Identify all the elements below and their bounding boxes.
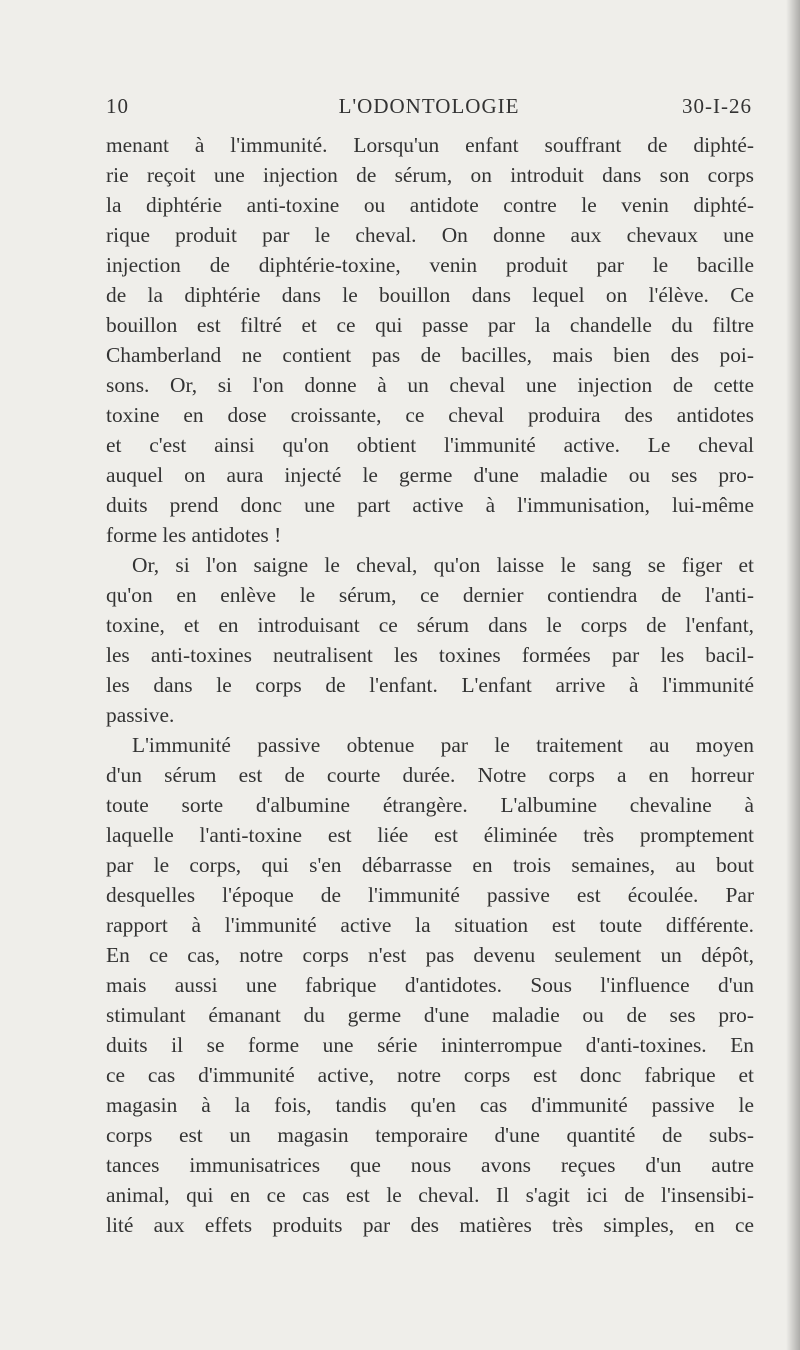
text-line: tances immunisatrices que nous avons reçues d'un autre	[106, 1153, 754, 1177]
paragraph-3	[106, 730, 754, 1240]
text-line: qu'on en enlève le sérum, ce dernier contiendra de l'anti-	[106, 583, 754, 607]
text-line: magasin à la fois, tandis qu'en cas d'immunité passive le	[106, 1093, 754, 1117]
text-line: d'un sérum est de courte durée. Notre corps a en horreur	[106, 763, 754, 787]
text-line: toute sorte d'albumine étrangère. L'albumine chevaline à	[106, 793, 754, 817]
text-line: rie reçoit une injection de sérum, on introduit dans son corps	[106, 163, 754, 187]
text-line: duits prend donc une part active à l'immunisation, lui-même	[106, 493, 754, 517]
issue-date: 30-I-26	[682, 94, 752, 118]
text-line: Or, si l'on saigne le cheval, qu'on laisse le sang se figer et	[132, 553, 754, 577]
text-line: de la diphtérie dans le bouillon dans lequel on l'élève. Ce	[106, 283, 754, 307]
text-line: mais aussi une fabrique d'antidotes. Sous l'influence d'un	[106, 973, 754, 997]
running-head	[106, 94, 752, 124]
text-line: passive.	[106, 703, 175, 727]
text-line: les dans le corps de l'enfant. L'enfant arrive à l'immunité	[106, 673, 754, 697]
text-line: lité aux effets produits par des matières très simples, en ce	[106, 1213, 754, 1237]
text-line: menant à l'immunité. Lorsqu'un enfant souffrant de diphté-	[106, 133, 754, 157]
text-line: animal, qui en ce cas est le cheval. Il s'agit ici de l'insensibi-	[106, 1183, 754, 1207]
text-line: toxine en dose croissante, ce cheval produira des antidotes	[106, 403, 754, 427]
journal-title: L'ODONTOLOGIE	[338, 94, 520, 118]
text-line: laquelle l'anti-toxine est liée est éliminée très promptement	[106, 823, 754, 847]
text-line: rique produit par le cheval. On donne aux chevaux une	[106, 223, 754, 247]
text-line: corps est un magasin temporaire d'une quantité de subs-	[106, 1123, 754, 1147]
text-line: sons. Or, si l'on donne à un cheval une injection de cette	[106, 373, 754, 397]
text-line: ce cas d'immunité active, notre corps est donc fabrique et	[106, 1063, 754, 1087]
text-line: les anti-toxines neutralisent les toxines formées par les bacil-	[106, 643, 754, 667]
text-line: bouillon est filtré et ce qui passe par la chandelle du filtre	[106, 313, 754, 337]
paragraph-1	[106, 130, 754, 550]
text-line: En ce cas, notre corps n'est pas devenu seulement un dépôt,	[106, 943, 754, 967]
text-line: L'immunité passive obtenue par le traitement au moyen	[132, 733, 754, 757]
text-line: forme les antidotes !	[106, 523, 282, 547]
text-line: et c'est ainsi qu'on obtient l'immunité active. Le cheval	[106, 433, 754, 457]
text-line: la diphtérie anti-toxine ou antidote contre le venin diphté-	[106, 193, 754, 217]
text-line: toxine, et en introduisant ce sérum dans le corps de l'enfant,	[106, 613, 754, 637]
text-line: duits il se forme une série ininterrompue d'anti-toxines. En	[106, 1033, 754, 1057]
text-line: injection de diphtérie-toxine, venin produit par le bacille	[106, 253, 754, 277]
paragraph-2	[106, 550, 754, 730]
text-line: auquel on aura injecté le germe d'une maladie ou ses pro-	[106, 463, 754, 487]
page-number: 10	[106, 94, 129, 118]
text-line: rapport à l'immunité active la situation est toute différente.	[106, 913, 754, 937]
text-line: par le corps, qui s'en débarrasse en trois semaines, au bout	[106, 853, 754, 877]
text-line: Chamberland ne contient pas de bacilles, mais bien des poi-	[106, 343, 754, 367]
body-text	[106, 130, 754, 1240]
text-line: stimulant émanant du germe d'une maladie ou de ses pro-	[106, 1003, 754, 1027]
page-edge-shadow	[786, 0, 800, 1350]
text-line: desquelles l'époque de l'immunité passive est écoulée. Par	[106, 883, 754, 907]
